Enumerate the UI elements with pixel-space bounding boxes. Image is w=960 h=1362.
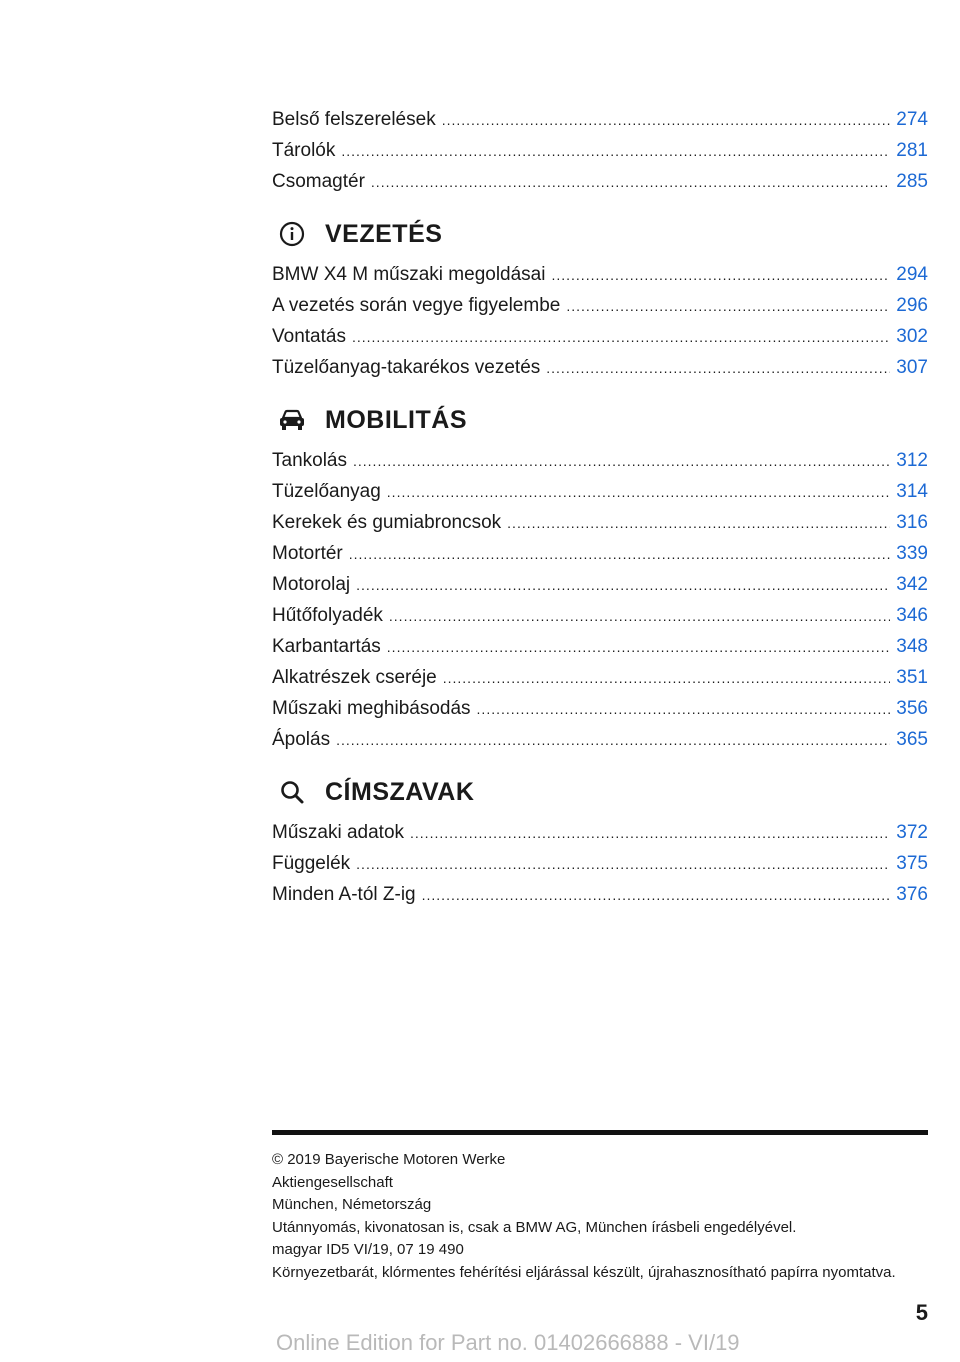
toc-entry[interactable] xyxy=(272,879,928,910)
toc-page-link[interactable]: 285 xyxy=(896,171,928,192)
toc-entry-label: Alkatrészek cseréje xyxy=(272,667,437,688)
toc-dot-leader xyxy=(356,849,890,880)
toc-page-link[interactable]: 376 xyxy=(896,884,928,905)
toc-entry[interactable] xyxy=(272,104,928,135)
toc-page-link[interactable]: 274 xyxy=(896,109,928,130)
toc-entry-label: Műszaki adatok xyxy=(272,822,405,843)
imprint-line: Környezetbarát, klórmentes fehérítési eljárással készült, újrahasznosítható papírra nyomtatva. xyxy=(272,1263,896,1281)
toc-page-link[interactable]: 302 xyxy=(896,326,928,347)
toc-dot-leader xyxy=(356,570,890,601)
toc-entry-label: Tankolás xyxy=(272,450,347,471)
toc-entry-label: Függelék xyxy=(272,853,351,874)
toc-page-link[interactable]: 346 xyxy=(896,605,928,626)
section-spacer xyxy=(272,383,928,397)
section-spacer xyxy=(272,755,928,769)
toc-entry-label: Tárolók xyxy=(272,140,336,161)
imprint xyxy=(272,1149,932,1284)
toc-entry[interactable] xyxy=(272,600,928,631)
toc-dot-leader xyxy=(566,291,890,322)
info-icon xyxy=(277,219,307,249)
car-icon xyxy=(277,405,307,435)
toc-entry[interactable] xyxy=(272,507,928,538)
section-title: MOBILITÁS xyxy=(325,405,467,434)
imprint-line: Utánnyomás, kivonatosan is, csak a BMW AG, München írásbeli engedélyével. xyxy=(272,1218,797,1236)
toc-dot-leader xyxy=(353,446,890,477)
toc-entry-label: Ápolás xyxy=(272,729,331,750)
section-heading[interactable] xyxy=(272,769,928,815)
toc-page-link[interactable]: 365 xyxy=(896,729,928,750)
toc-entry[interactable] xyxy=(272,538,928,569)
toc-entry[interactable] xyxy=(272,662,928,693)
toc-dot-leader xyxy=(349,539,890,570)
toc-entry[interactable] xyxy=(272,693,928,724)
page-number: 5 xyxy=(915,1300,928,1325)
toc-page-link[interactable]: 316 xyxy=(896,512,928,533)
toc-page-link[interactable]: 348 xyxy=(896,636,928,657)
toc-entry[interactable] xyxy=(272,817,928,848)
toc-dot-leader xyxy=(352,322,890,353)
toc-entry-label: Motorolaj xyxy=(272,574,351,595)
toc-page-link[interactable]: 372 xyxy=(896,822,928,843)
toc-page-link[interactable]: 312 xyxy=(896,450,928,471)
toc-page-link[interactable]: 314 xyxy=(896,481,928,502)
toc-page-link[interactable]: 296 xyxy=(896,295,928,316)
section-spacer xyxy=(272,197,928,211)
toc-dot-leader xyxy=(551,260,890,291)
toc-dot-leader xyxy=(389,601,890,632)
toc-page-link[interactable]: 307 xyxy=(896,357,928,378)
imprint-line: Aktiengesellschaft xyxy=(272,1173,393,1191)
toc-entry-label: Tüzelőanyag-takarékos vezetés xyxy=(272,357,541,378)
toc-page-link[interactable]: 375 xyxy=(896,853,928,874)
toc-dot-leader xyxy=(443,663,890,694)
toc-page-link[interactable]: 342 xyxy=(896,574,928,595)
toc-entry-label: Műszaki meghibásodás xyxy=(272,698,471,719)
toc-entry-label: Hűtőfolyadék xyxy=(272,605,383,626)
toc-entry[interactable] xyxy=(272,476,928,507)
toc-dot-leader xyxy=(387,632,890,663)
toc-entry[interactable] xyxy=(272,352,928,383)
toc-dot-leader xyxy=(341,136,890,167)
section-title: VEZETÉS xyxy=(325,219,443,248)
imprint-divider xyxy=(272,1130,928,1135)
toc-entry[interactable] xyxy=(272,569,928,600)
toc-entry[interactable] xyxy=(272,445,928,476)
toc-page-link[interactable]: 351 xyxy=(896,667,928,688)
section-title: CÍMSZAVAK xyxy=(325,777,475,806)
toc-page-link[interactable]: 294 xyxy=(896,264,928,285)
toc-entry-label: Vontatás xyxy=(272,326,346,347)
toc-sections xyxy=(272,197,928,910)
toc-dot-leader xyxy=(371,167,890,198)
toc-entry-label: Tüzelőanyag xyxy=(272,481,381,502)
toc-entry-label: Minden A-tól Z-ig xyxy=(272,884,416,905)
toc-entry[interactable] xyxy=(272,848,928,879)
toc-entry[interactable] xyxy=(272,631,928,662)
toc-entry-label: Kerekek és gumiabroncsok xyxy=(272,512,502,533)
toc-dot-leader xyxy=(336,725,890,756)
toc-entry-label: Belső felszerelések xyxy=(272,109,436,130)
toc-entry[interactable] xyxy=(272,724,928,755)
toc-dot-leader xyxy=(507,508,890,539)
imprint-line: München, Németország xyxy=(272,1196,432,1213)
toc-page-link[interactable]: 281 xyxy=(896,140,928,161)
toc-entry-label: Csomagtér xyxy=(272,171,365,192)
toc-dot-leader xyxy=(410,818,890,849)
toc-entry-label: Motortér xyxy=(272,543,343,564)
toc-entry[interactable] xyxy=(272,135,928,166)
table-of-contents xyxy=(272,104,928,910)
toc-entry[interactable] xyxy=(272,166,928,197)
toc-entry[interactable] xyxy=(272,259,928,290)
imprint-line: magyar ID5 VI/19, 07 19 490 xyxy=(272,1241,464,1258)
imprint-line: © 2019 Bayerische Motoren Werke xyxy=(272,1151,506,1168)
toc-entry[interactable] xyxy=(272,321,928,352)
toc-entry-label: BMW X4 M műszaki megoldásai xyxy=(272,264,546,285)
toc-intro-group xyxy=(272,104,928,197)
toc-dot-leader xyxy=(422,880,890,911)
toc-dot-leader xyxy=(387,477,890,508)
toc-entry-label: A vezetés során vegye figyelembe xyxy=(272,295,561,316)
toc-entry-label: Karbantartás xyxy=(272,636,381,657)
toc-page-link[interactable]: 356 xyxy=(896,698,928,719)
watermark: Online Edition for Part no. 01402666888 - VI/19 xyxy=(276,1330,740,1355)
section-heading[interactable] xyxy=(272,397,928,443)
toc-dot-leader xyxy=(442,105,890,136)
toc-dot-leader xyxy=(477,694,890,725)
toc-dot-leader xyxy=(546,353,890,384)
section-heading[interactable] xyxy=(272,211,928,257)
toc-entry[interactable] xyxy=(272,290,928,321)
toc-page-link[interactable]: 339 xyxy=(896,543,928,564)
search-icon xyxy=(277,777,307,807)
